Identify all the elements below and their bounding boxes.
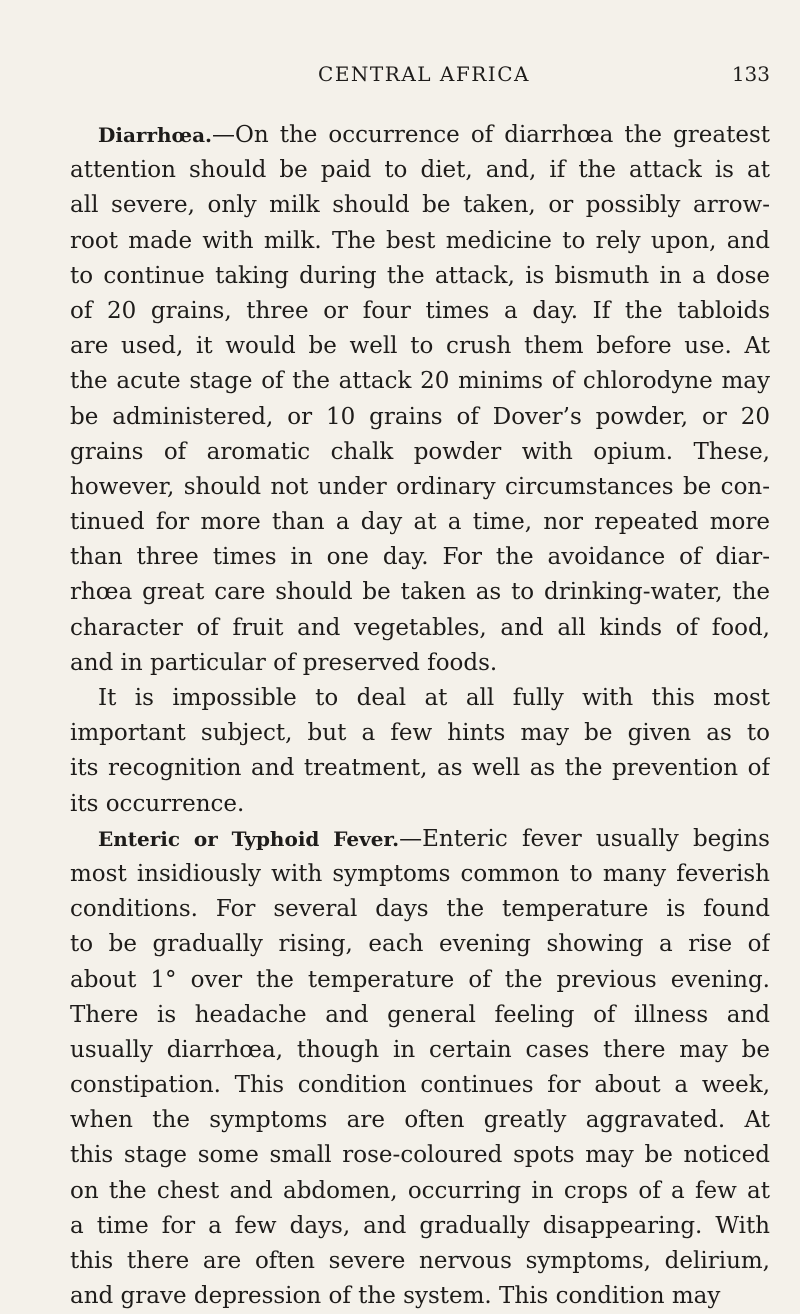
line-text: —Enteric fever usually begins <box>399 825 770 852</box>
section-heading-enteric-fever: Enteric or Typhoid Fever. <box>98 826 400 851</box>
text-line: this there are often severe nervous symptoms, delirium, <box>70 1248 770 1274</box>
line-text: —On the occurrence of diarrhœa the greatest <box>212 122 770 148</box>
text-line <box>70 118 770 153</box>
text-line: about 1° over the temperature of the previous evening. <box>70 966 770 993</box>
text-line: a time for a few days, and gradually disappearing. With <box>70 1212 770 1239</box>
text-line: of 20 grains, three or four times a day. If the tabloids <box>70 297 770 324</box>
text-line: its occurrence. <box>70 790 245 817</box>
page-number: 133 <box>731 62 770 86</box>
text-line: however, should not under ordinary circumstances be con- <box>70 473 770 500</box>
text-line: attention should be paid to diet, and, if the attack is at <box>70 157 770 184</box>
text-line: the acute stage of the attack 20 minims of chlorodyne may <box>70 368 770 395</box>
section-heading-diarrhoea: Diarrhœa. <box>98 123 212 147</box>
text-line: and grave depression of the system. This condition may <box>70 1283 721 1310</box>
text-line: to be gradually rising, each evening showing a rise of <box>70 931 770 958</box>
text-line: root made with milk. The best medicine to rely upon, and <box>70 227 770 254</box>
text-line: It is impossible to deal at all fully with this most <box>98 685 770 711</box>
text-line: its recognition and treatment, as well as the prevention of <box>70 755 770 782</box>
text-line: are used, it would be well to crush them before use. At <box>70 333 770 360</box>
text-line: all severe, only milk should be taken, or possibly arrow- <box>70 192 770 219</box>
text-line: grains of aromatic chalk powder with opium. These, <box>70 438 770 465</box>
text-line: conditions. For several days the temperature is found <box>70 896 770 923</box>
text-line: rhœa great care should be taken as to drinking-water, the <box>70 579 770 606</box>
text-line: when the symptoms are often greatly aggravated. At <box>70 1107 770 1134</box>
text-line: There is headache and general feeling of illness and <box>70 1001 770 1028</box>
text-line: on the chest and abdomen, occurring in crops of a few at <box>70 1177 770 1204</box>
text-line: important subject, but a few hints may be given as to <box>70 720 770 747</box>
text-line: most insidiously with symptoms common to many feverish <box>70 860 770 887</box>
text-line <box>70 822 770 857</box>
text-line: tinued for more than a day at a time, nor repeated more <box>70 509 770 536</box>
text-line: than three times in one day. For the avoidance of diar- <box>70 544 770 571</box>
text-line: constipation. This condition continues for about a week, <box>70 1072 770 1099</box>
text-line: character of fruit and vegetables, and all kinds of food, <box>70 614 770 641</box>
running-head-title: CENTRAL AFRICA <box>318 62 530 86</box>
text-line: be administered, or 10 grains of Dover’s powder, or 20 <box>70 403 770 430</box>
body-text <box>70 118 770 1314</box>
text-line: and in particular of preserved foods. <box>70 649 498 676</box>
running-head <box>78 60 770 92</box>
text-line: usually diarrhœa, though in certain cases there may be <box>70 1036 770 1063</box>
text-line: this stage some small rose-coloured spots may be noticed <box>70 1142 770 1169</box>
text-line: to continue taking during the attack, is bismuth in a dose <box>70 262 770 289</box>
